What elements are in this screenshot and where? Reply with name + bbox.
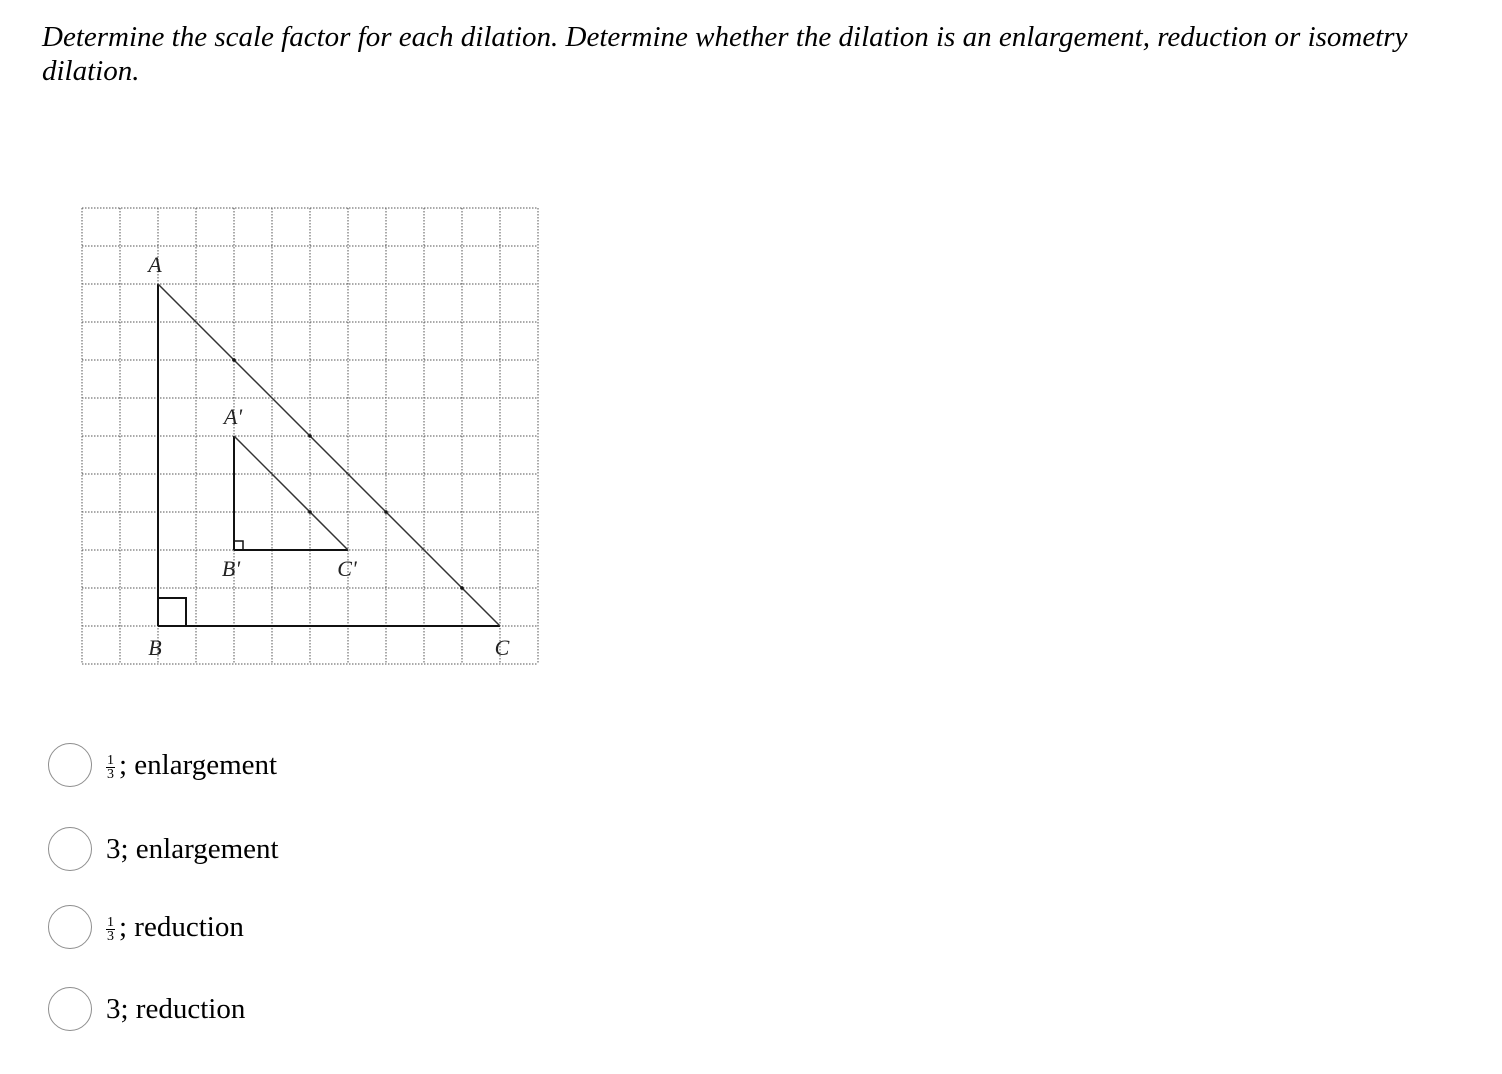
choice-1-third-reduction[interactable] xyxy=(48,902,244,952)
fraction-numerator: 1 xyxy=(107,914,114,930)
radio-button[interactable] xyxy=(48,827,92,871)
choice-value: 3 xyxy=(106,992,121,1025)
vertex-label-c-prime: C' xyxy=(337,556,357,581)
choice-3-enlargement[interactable] xyxy=(48,824,279,874)
choice-1-third-enlargement[interactable] xyxy=(48,740,277,790)
triangle-abc-side-ac xyxy=(158,284,500,626)
choice-label xyxy=(106,749,277,782)
radio-button[interactable] xyxy=(48,743,92,787)
radio-button[interactable] xyxy=(48,905,92,949)
choice-3-reduction[interactable] xyxy=(48,984,245,1034)
vertex-label-a-prime: A' xyxy=(223,404,243,429)
hypotenuse-point xyxy=(232,358,236,362)
vertex-label-b-prime: B' xyxy=(221,556,241,581)
dilation-figure xyxy=(70,190,550,680)
choice-value: 3 xyxy=(106,832,121,865)
radio-button[interactable] xyxy=(48,987,92,1031)
vertex-label-a: A xyxy=(148,252,162,277)
triangles xyxy=(158,284,500,626)
choice-label xyxy=(106,993,245,1026)
vertex-label-c: C xyxy=(494,635,510,660)
fraction xyxy=(106,754,115,781)
fraction-denominator: 3 xyxy=(107,928,114,944)
hypotenuse-point xyxy=(308,434,312,438)
right-angle-marker-b-prime xyxy=(234,541,243,550)
dilation-grid xyxy=(70,190,550,680)
fraction xyxy=(106,916,115,943)
hypotenuse-point xyxy=(384,510,388,514)
vertex-labels xyxy=(146,252,509,660)
vertex-label-b: B xyxy=(148,635,162,660)
question-text: Determine the scale factor for each dilation. Determine whether the dilation is an enlargement, reduction or isometry dilation. xyxy=(42,21,1408,87)
choice-text: ; reduction xyxy=(119,910,244,943)
right-angle-marker-b xyxy=(158,598,186,626)
choice-label xyxy=(106,833,279,866)
hypotenuse-point xyxy=(460,586,464,590)
fraction-numerator: 1 xyxy=(107,752,114,768)
choice-label xyxy=(106,911,244,944)
hypotenuse-point xyxy=(308,510,312,514)
fraction-denominator: 3 xyxy=(107,766,114,782)
choice-text: ; reduction xyxy=(120,992,246,1025)
choice-text: ; enlargement xyxy=(119,748,278,781)
choice-text: ; enlargement xyxy=(120,832,279,865)
triangle-abc-prime-side-ac xyxy=(234,436,348,550)
